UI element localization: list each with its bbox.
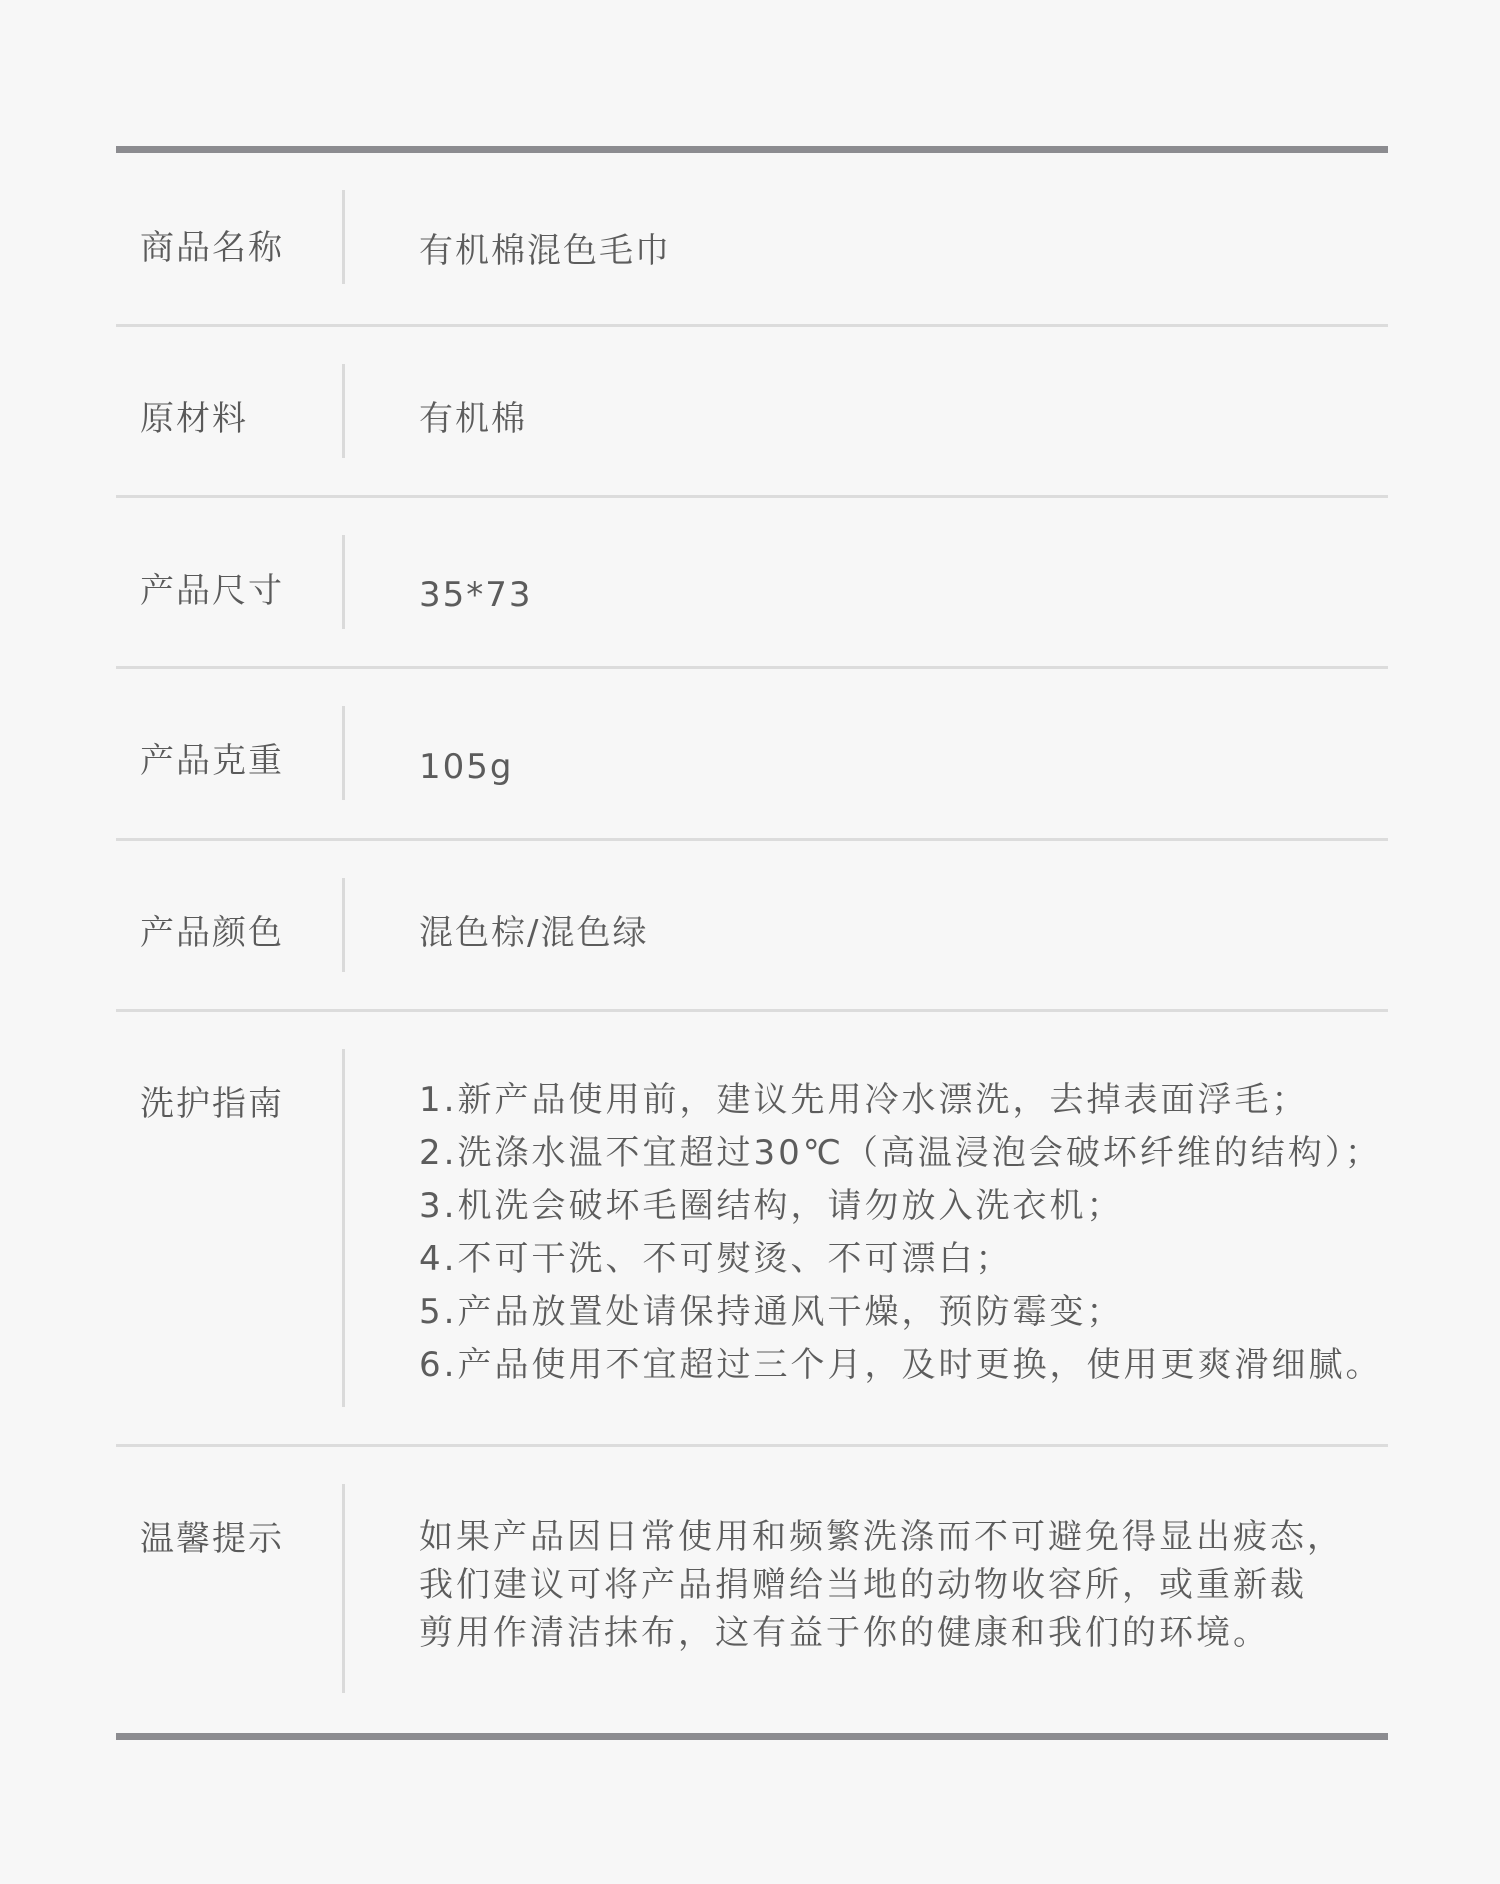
spec-value: 混色棕/混色绿: [419, 913, 649, 953]
spec-label: 产品颜色: [140, 913, 284, 953]
spec-row-name: [116, 153, 1388, 324]
care-line: 6.产品使用不宜超过三个月，及时更换，使用更爽滑细腻。: [419, 1345, 1383, 1385]
spec-label: 商品名称: [140, 228, 284, 268]
column-divider: [342, 878, 345, 972]
care-line: 2.洗涤水温不宜超过30℃（高温浸泡会破坏纤维的结构）；: [419, 1133, 1382, 1173]
top-rule: [116, 146, 1388, 153]
bottom-rule: [116, 1733, 1388, 1740]
spec-row-material: [116, 327, 1388, 495]
product-spec-table: [116, 146, 1388, 1740]
spec-row-size: [116, 498, 1388, 666]
column-divider: [342, 364, 345, 458]
care-line: 3.机洗会破坏毛圈结构，请勿放入洗衣机；: [419, 1186, 1124, 1226]
care-line: 5.产品放置处请保持通风干燥，预防霉变；: [419, 1292, 1124, 1332]
spec-value: 有机棉混色毛巾: [419, 231, 671, 271]
column-divider: [342, 190, 345, 284]
care-instructions: [419, 1074, 1382, 1444]
spec-label: 原材料: [140, 399, 248, 439]
spec-value: 有机棉: [419, 399, 527, 439]
spec-row-care-guide: [116, 1012, 1388, 1444]
spec-label: 温馨提示: [140, 1519, 284, 1559]
spec-label: 产品尺寸: [140, 571, 284, 611]
tips-line: 如果产品因日常使用和频繁洗涤而不可避免得显出疲态，: [419, 1517, 1344, 1557]
column-divider: [342, 1049, 345, 1407]
tips-line: 我们建议可将产品捐赠给当地的动物收容所，或重新裁: [419, 1565, 1307, 1605]
spec-value: 105g: [419, 747, 514, 787]
spec-value: 35*73: [419, 575, 533, 615]
spec-row-weight: [116, 669, 1388, 838]
care-line: 4.不可干洗、不可熨烫、不可漂白；: [419, 1239, 1013, 1279]
column-divider: [342, 1484, 345, 1693]
tips-text: [419, 1513, 1344, 1733]
spec-label: 产品克重: [140, 741, 284, 781]
care-line: 1.新产品使用前，建议先用冷水漂洗，去掉表面浮毛；: [419, 1080, 1309, 1120]
spec-label: 洗护指南: [140, 1084, 284, 1124]
spec-row-tips: [116, 1447, 1388, 1733]
column-divider: [342, 535, 345, 629]
spec-row-color: [116, 841, 1388, 1009]
column-divider: [342, 706, 345, 800]
tips-line: 剪用作清洁抹布，这有益于你的健康和我们的环境。: [419, 1613, 1270, 1653]
